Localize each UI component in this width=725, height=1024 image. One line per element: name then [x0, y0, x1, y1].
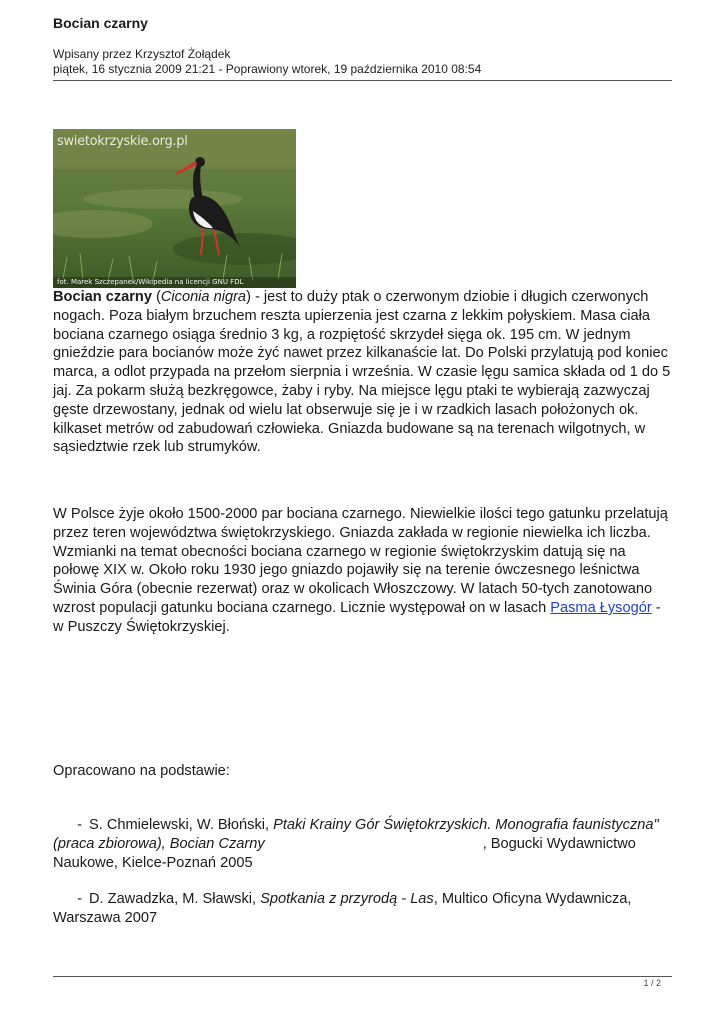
document-title: Bocian czarny [53, 15, 148, 31]
paragraph-description [53, 288, 673, 457]
latin-name: Ciconia nigra [160, 289, 247, 305]
author-line: Wpisany przez Krzysztof Żołądek [53, 47, 231, 61]
reference-authors: S. Chmielewski, W. Błoński, [89, 817, 274, 833]
footer-divider [53, 976, 672, 977]
photo-credit: fot. Marek Szczepanek/Wikipedia na licencji GNU FDL [53, 277, 296, 288]
reference-dash: - [77, 817, 82, 833]
date-line: piątek, 16 stycznia 2009 21:21 - Poprawiony wtorek, 19 października 2010 08:54 [53, 62, 482, 76]
reference-item [53, 890, 673, 928]
species-name: Bocian czarny [53, 289, 152, 305]
black-stork-illustration [53, 129, 296, 288]
paren-open: ( [151, 289, 161, 305]
reference-authors: D. Zawadzka, M. Sławski, [89, 891, 261, 907]
reference-dash: - [77, 891, 82, 907]
paragraph-population [53, 505, 673, 637]
reference-title: Spotkania z przyrodą - Las [260, 891, 434, 907]
reference-item [53, 816, 673, 872]
header-divider [53, 80, 672, 81]
reference-publisher: , Bogucki Wydawnictwo Naukowe, Kielce-Poznań 2005 [53, 835, 636, 871]
page-number: 1 / 2 [643, 978, 661, 988]
reference-title: Ptaki Krainy Gór Świętokrzyskich. Monografia faunistyczna" (praca zbiorowa), Bocian Czarny [53, 817, 659, 852]
photo-watermark: swietokrzyskie.org.pl [57, 134, 188, 149]
description-text: ) - jest to duży ptak o czerwonym dziobie i długich czerwonych nogach. Poza białym brzuchem reszta upierzenia jest czarna z lekkim połyskiem. Masa ciała bociana czarnego osiąga średnio 3 kg, a rozpiętość skrzydeł sięga ok. 195 cm. W jednym gnieździe para bocianów może żyć nawet przez kilkanaście lat. Do Polski przylatują pod koniec marca, a odlot przypada na przełom sierpnia i września. W czasie lęgu samica składa od 1 do 5 jaj. Za pokarm służą bezkręgowce, żaby i ryby. Na miejsce lęgu ptaki te wybierają zazwyczaj gęste drzewostany, jednak od wielu lat obserwuje się je i w rzadkich lasach położonych ok. kilkaset metrów od zabudowań człowieka. Gniazda budowane są na terenach wilgotnych, w sąsiedztwie rzek lub strumyków. [53, 289, 671, 456]
pasma-lysogor-link[interactable]: Pasma Łysogór [550, 599, 652, 616]
reference-publisher: , Multico Oficyna Wydawnicza, Warszawa 2007 [53, 891, 632, 926]
sources-intro: Opracowano na podstawie: [53, 763, 230, 779]
black-stork-photo [53, 129, 296, 288]
population-text: W Polsce żyje około 1500-2000 par bociana czarnego. Niewielkie ilości tego gatunku przelatują przez teren województwa świętokrzyskiego. Gniazda zakłada w regionie niewielka ich liczba. Wzmianki na temat obecności bociana czarnego w regionie świętokrzyskim datują się na połowę XIX w. Około roku 1930 jego gniazdo pojawiły się na terenie ówczesnego leśnictwa Świnia Góra (obecnie rezerwat) oraz w okolicach Włoszczowy. W latach 50-tych zanotowano wzrost populacji gatunku bociana czarnego. Licznie występował on w lasach [53, 506, 668, 616]
article-meta [53, 47, 481, 77]
population-tail: - w Puszczy Świętokrzyskiej. [53, 599, 661, 635]
